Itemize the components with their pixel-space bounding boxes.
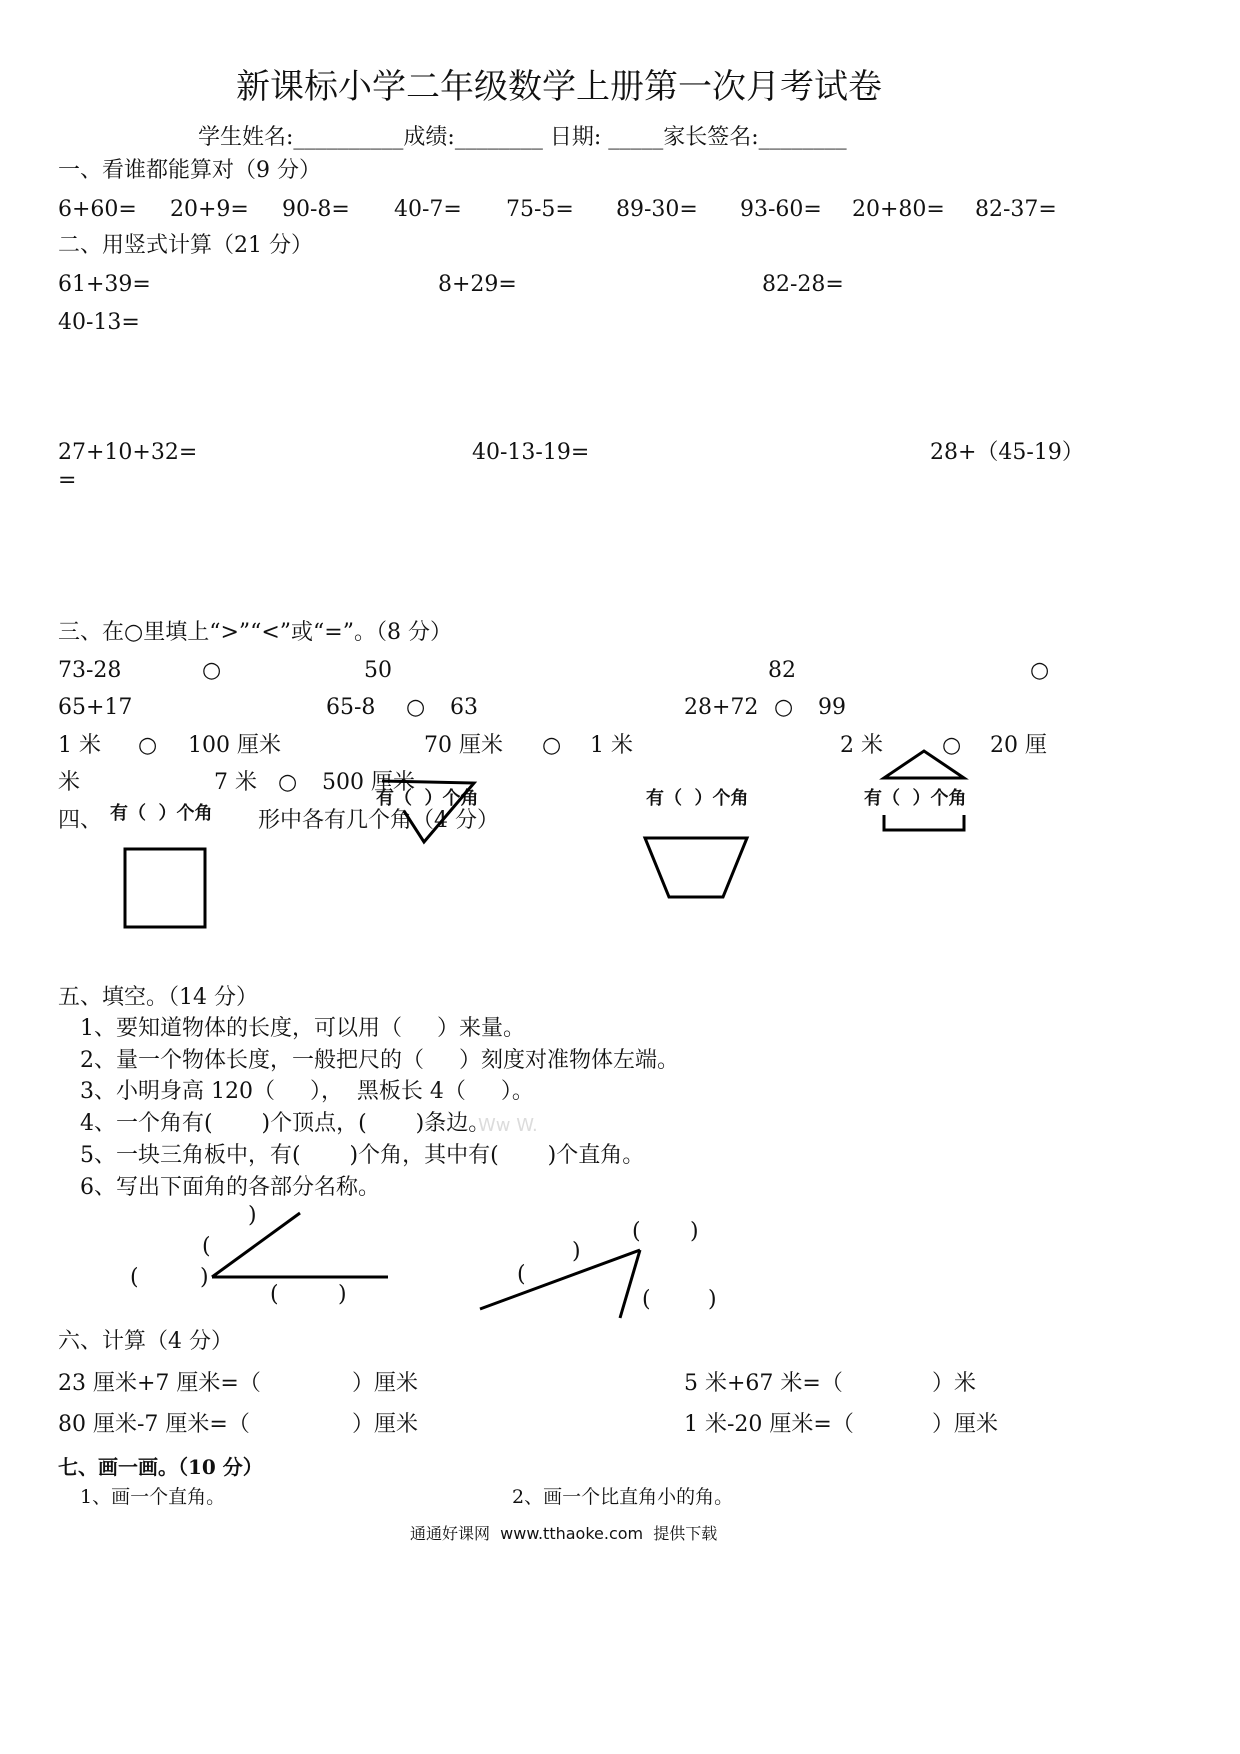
student-info-line: 学生姓名:__________成绩:________ 日期: _____家长签名:________ [198, 125, 847, 150]
fill-blank-item: 6、写出下面角的各部分名称。 [80, 1175, 380, 1200]
drawing-task: 2、画一个比直角小的角。 [512, 1486, 734, 1508]
compare-circle: ○ [138, 733, 158, 758]
blank-paren-close: ) [248, 1203, 257, 1228]
unit-calc-question: 5 米+67 米=（ [684, 1371, 843, 1396]
compare-circle: ○ [774, 695, 794, 720]
compare-expr: 50 [364, 658, 392, 683]
vertical-calc-item: 28+（45-19） [930, 440, 1084, 465]
blank-paren-open: ( [202, 1234, 211, 1259]
section-4-heading-rest: 形中各有几个角（4 分） [258, 808, 499, 833]
compare-expr: 99 [818, 695, 846, 720]
compare-expr: 20 厘 [990, 733, 1047, 758]
compare-circle: ○ [1030, 658, 1050, 683]
compare-expr: 82 [768, 658, 796, 683]
blank-paren-open: ( [270, 1282, 279, 1307]
section-4-heading: 四、 [58, 808, 103, 833]
calc-item: 90-8= [282, 197, 350, 222]
vertical-calc-continuation: = [58, 468, 77, 493]
footer-credit: 通通好课网 www.tthaoke.com 提供下载 [410, 1524, 718, 1543]
compare-circle: ○ [942, 733, 962, 758]
vertical-calc-item: 27+10+32= [58, 440, 198, 465]
unit-calc-question: 23 厘米+7 厘米=（ [58, 1371, 261, 1396]
blank-paren-close: ) [200, 1265, 209, 1290]
compare-circle: ○ [406, 695, 426, 720]
compare-expr: 2 米 [840, 733, 883, 758]
blank-paren-close: ) [338, 1282, 347, 1307]
unit-calc-unit: ）米 [932, 1371, 977, 1396]
section-3-heading: 三、在○里填上“>”“<”或“=”。（8 分） [58, 620, 452, 645]
calc-item: 20+80= [852, 197, 945, 222]
compare-expr: 28+72 [684, 695, 759, 720]
calc-item: 89-30= [616, 197, 698, 222]
compare-expr: 100 厘米 [188, 733, 281, 758]
compare-expr: 1 米 [590, 733, 633, 758]
section-1-heading: 一、看谁都能算对（9 分） [58, 158, 321, 183]
compare-circle: ○ [542, 733, 562, 758]
fill-blank-item: 3、小明身高 120（ ）， 黑板长 4（ ）。 [80, 1079, 534, 1104]
compare-expr: 65+17 [58, 695, 133, 720]
blank-paren-open: ( [642, 1287, 651, 1312]
unit-calc-unit: ）厘米 [352, 1371, 419, 1396]
compare-expr: 1 米 [58, 733, 101, 758]
angle-side-line [480, 1250, 640, 1309]
unit-calc-unit: ）厘米 [352, 1412, 419, 1437]
section-6-heading: 六、计算（4 分） [58, 1329, 233, 1354]
angle-count-label: 有（ ）个角 [110, 803, 213, 824]
fill-blank-item: 2、量一个物体长度，一般把尺的（ ）刻度对准物体左端。 [80, 1048, 679, 1073]
fill-blank-item: 5、一块三角板中，有( )个角，其中有( )个直角。 [80, 1143, 645, 1168]
compare-expr: 73-28 [58, 658, 122, 683]
vertical-calc-item: 8+29= [438, 272, 517, 297]
section-5-heading: 五、填空。（14 分） [58, 985, 258, 1010]
calc-item: 40-7= [394, 197, 462, 222]
calc-item: 20+9= [170, 197, 249, 222]
compare-expr: 500 厘米 [322, 770, 415, 795]
unit-calc-question: 1 米-20 厘米=（ [684, 1412, 854, 1437]
blank-paren-open: ( [517, 1262, 526, 1287]
angle-side-line [620, 1250, 640, 1318]
section-7-heading: 七、画一画。（10 分） [58, 1455, 263, 1479]
compare-expr: 7 米 [214, 770, 257, 795]
calc-item: 75-5= [506, 197, 574, 222]
vertical-calc-item: 82-28= [762, 272, 844, 297]
blank-paren-close: ) [708, 1287, 717, 1312]
section-2-heading: 二、用竖式计算（21 分） [58, 233, 313, 258]
compare-expr: 米 [58, 770, 81, 795]
unit-calc-unit: ）厘米 [932, 1412, 999, 1437]
blank-paren-open: ( [632, 1219, 641, 1244]
calc-item: 93-60= [740, 197, 822, 222]
calc-item: 82-37= [975, 197, 1057, 222]
compare-expr: 70 厘米 [424, 733, 503, 758]
page-title: 新课标小学二年级数学上册第一次月考试卷 [236, 67, 882, 107]
blank-paren-close: ) [572, 1239, 581, 1264]
fill-blank-item: 4、一个角有( )个顶点，( )条边。 [80, 1111, 491, 1136]
angle-count-label: 有（ ）个角 [864, 788, 967, 809]
calc-item: 6+60= [58, 197, 137, 222]
drawing-task: 1、画一个直角。 [80, 1486, 226, 1508]
compare-circle: ○ [278, 770, 298, 795]
vertical-calc-item: 61+39= [58, 272, 151, 297]
blank-paren-close: ) [690, 1219, 699, 1244]
compare-expr: 63 [450, 695, 478, 720]
vertical-calc-item: 40-13-19= [472, 440, 590, 465]
vertical-calc-item: 40-13= [58, 310, 140, 335]
angle-count-label: 有（ ）个角 [376, 788, 479, 809]
unit-calc-question: 80 厘米-7 厘米=（ [58, 1412, 250, 1437]
blank-paren-open: ( [130, 1265, 139, 1290]
angle-count-label: 有（ ）个角 [646, 788, 749, 809]
compare-circle: ○ [202, 658, 222, 683]
fill-blank-item: 1、要知道物体的长度，可以用（ ）来量。 [80, 1016, 525, 1041]
watermark: Ww W. [478, 1115, 538, 1136]
compare-expr: 65-8 [326, 695, 376, 720]
